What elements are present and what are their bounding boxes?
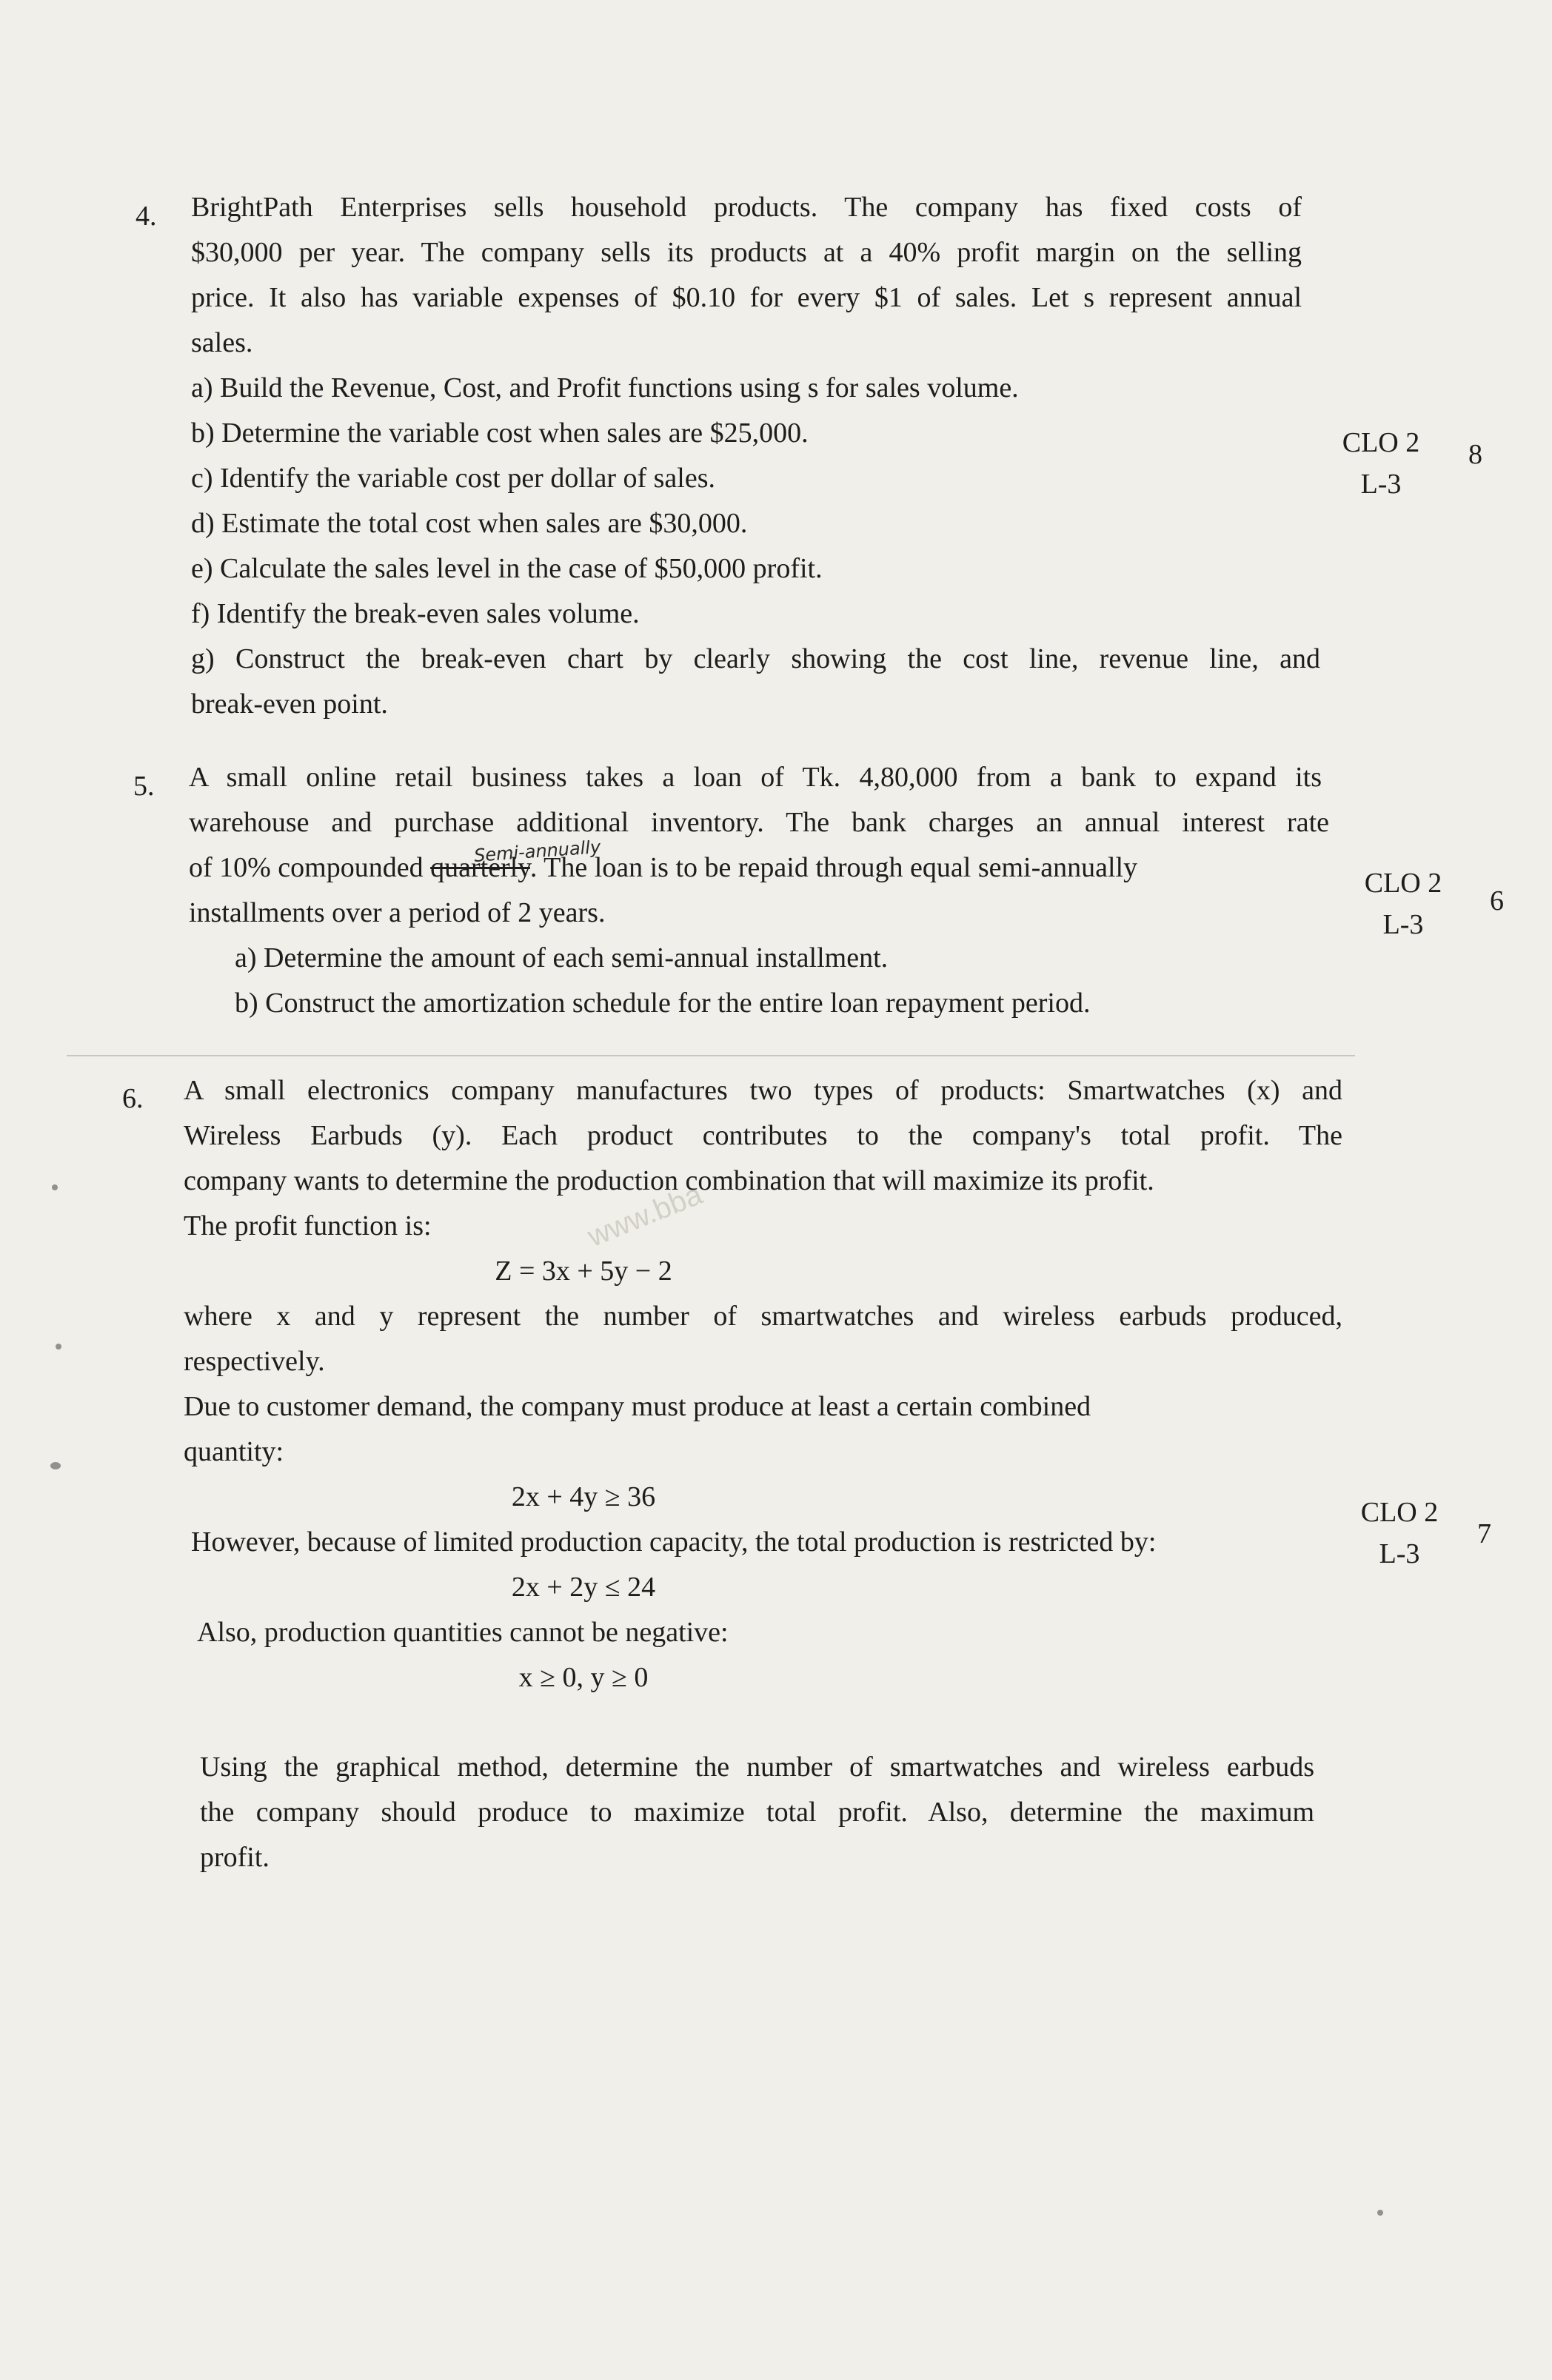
- text-line: Using the graphical method, determine the number of smartwatches and wireless earbuds: [200, 1752, 1314, 1783]
- marks: 7: [1477, 1518, 1491, 1549]
- sub-question-a: a) Determine the amount of each semi-annual installment.: [235, 942, 889, 973]
- question-text: [184, 1068, 1342, 1880]
- handwritten-correction: Semi-annually: [473, 837, 602, 866]
- text-line: A small online retail business takes a loan of Tk. 4,80,000 from a bank to expand its: [189, 762, 1322, 793]
- text-line: BrightPath Enterprises sells household products. The company has fixed costs of: [191, 192, 1302, 223]
- text-line: where x and y represent the number of smartwatches and wireless earbuds produced,: [184, 1301, 1342, 1332]
- spacer: [184, 1700, 1342, 1745]
- text-line: $30,000 per year. The company sells its products at a 40% profit margin on the selling: [191, 237, 1302, 268]
- marks: 6: [1490, 885, 1504, 916]
- sub-question-b: b) Determine the variable cost when sales are $25,000.: [191, 418, 809, 449]
- sub-question-d: d) Estimate the total cost when sales are $30,000.: [191, 508, 748, 539]
- sub-question-a: a) Build the Revenue, Cost, and Profit functions using s for sales volume.: [191, 372, 1019, 403]
- speck: [52, 1184, 58, 1190]
- capacity-constraint: 2x + 2y ≤ 24: [511, 1572, 656, 1603]
- marks: 8: [1468, 439, 1482, 470]
- text-line: company wants to determine the production combination that will maximize its profit.: [184, 1165, 1154, 1196]
- text-line: sales.: [191, 327, 253, 358]
- text-fragment: of 10% compounded: [189, 852, 431, 883]
- sub-question-f: f) Identify the break-even sales volume.: [191, 598, 640, 629]
- text-line: However, because of limited production capacity, the total production is restricted by:: [191, 1526, 1157, 1558]
- text-fragment: . The loan is to be repaid through equal semi-annually: [529, 852, 1138, 883]
- clo-code: CLO 2: [1360, 1497, 1439, 1528]
- question-number: 5.: [133, 771, 155, 802]
- struck-word: quarterly: [430, 852, 530, 883]
- clo-level: L-3: [1379, 1538, 1420, 1569]
- text-line: The profit function is:: [184, 1210, 432, 1241]
- objective-function: Z = 3x + 5y − 2: [495, 1256, 672, 1287]
- text-line: Also, production quantities cannot be negative:: [197, 1617, 729, 1648]
- sub-question-c: c) Identify the variable cost per dollar of sales.: [191, 463, 715, 494]
- section-divider: [67, 1055, 1355, 1056]
- question-text: [189, 755, 1329, 1026]
- question-number: 4.: [136, 201, 157, 232]
- clo-level: L-3: [1360, 469, 1402, 500]
- text-line: price. It also has variable expenses of $0.10 for every $1 of sales. Let s represent annual: [191, 282, 1302, 313]
- sub-question-b: b) Construct the amortization schedule for the entire loan repayment period.: [235, 988, 1091, 1019]
- sub-question-e: e) Calculate the sales level in the case of $50,000 profit.: [191, 553, 823, 584]
- clo-code: CLO 2: [1342, 427, 1420, 458]
- text-line: profit.: [200, 1842, 270, 1873]
- text-line: [189, 837, 1329, 891]
- text-line: Due to customer demand, the company must produce at least a certain combined: [184, 1391, 1091, 1422]
- speck: [56, 1344, 61, 1350]
- sub-question-g: g) Construct the break-even chart by clearly showing the cost line, revenue line, and: [191, 643, 1320, 674]
- speck: [1377, 2210, 1383, 2216]
- text-line: A small electronics company manufactures two types of products: Smartwatches (x) and: [184, 1075, 1342, 1106]
- question-text: [191, 185, 1320, 727]
- speck: [50, 1462, 61, 1469]
- clo-label: [1337, 422, 1425, 505]
- text-line: warehouse and purchase additional inventory. The bank charges an annual interest rate: [189, 807, 1329, 838]
- text-line: quantity:: [184, 1436, 284, 1467]
- text-line: installments over a period of 2 years.: [189, 897, 606, 928]
- nonnegativity-constraint: x ≥ 0, y ≥ 0: [518, 1662, 649, 1693]
- text-line: the company should produce to maximize total profit. Also, determine the maximum: [200, 1797, 1314, 1828]
- question-number: 6.: [122, 1083, 144, 1114]
- text-line: respectively.: [184, 1346, 325, 1377]
- clo-level: L-3: [1382, 909, 1424, 940]
- clo-code: CLO 2: [1364, 868, 1442, 899]
- watermark: www.bba: [583, 1178, 707, 1253]
- text-line: Wireless Earbuds (y). Each product contributes to the company's total profit. The: [184, 1120, 1342, 1151]
- clo-label: [1355, 1492, 1444, 1575]
- clo-label: [1359, 862, 1448, 945]
- sub-question-g-cont: break-even point.: [191, 688, 388, 720]
- demand-constraint: 2x + 4y ≥ 36: [511, 1481, 656, 1512]
